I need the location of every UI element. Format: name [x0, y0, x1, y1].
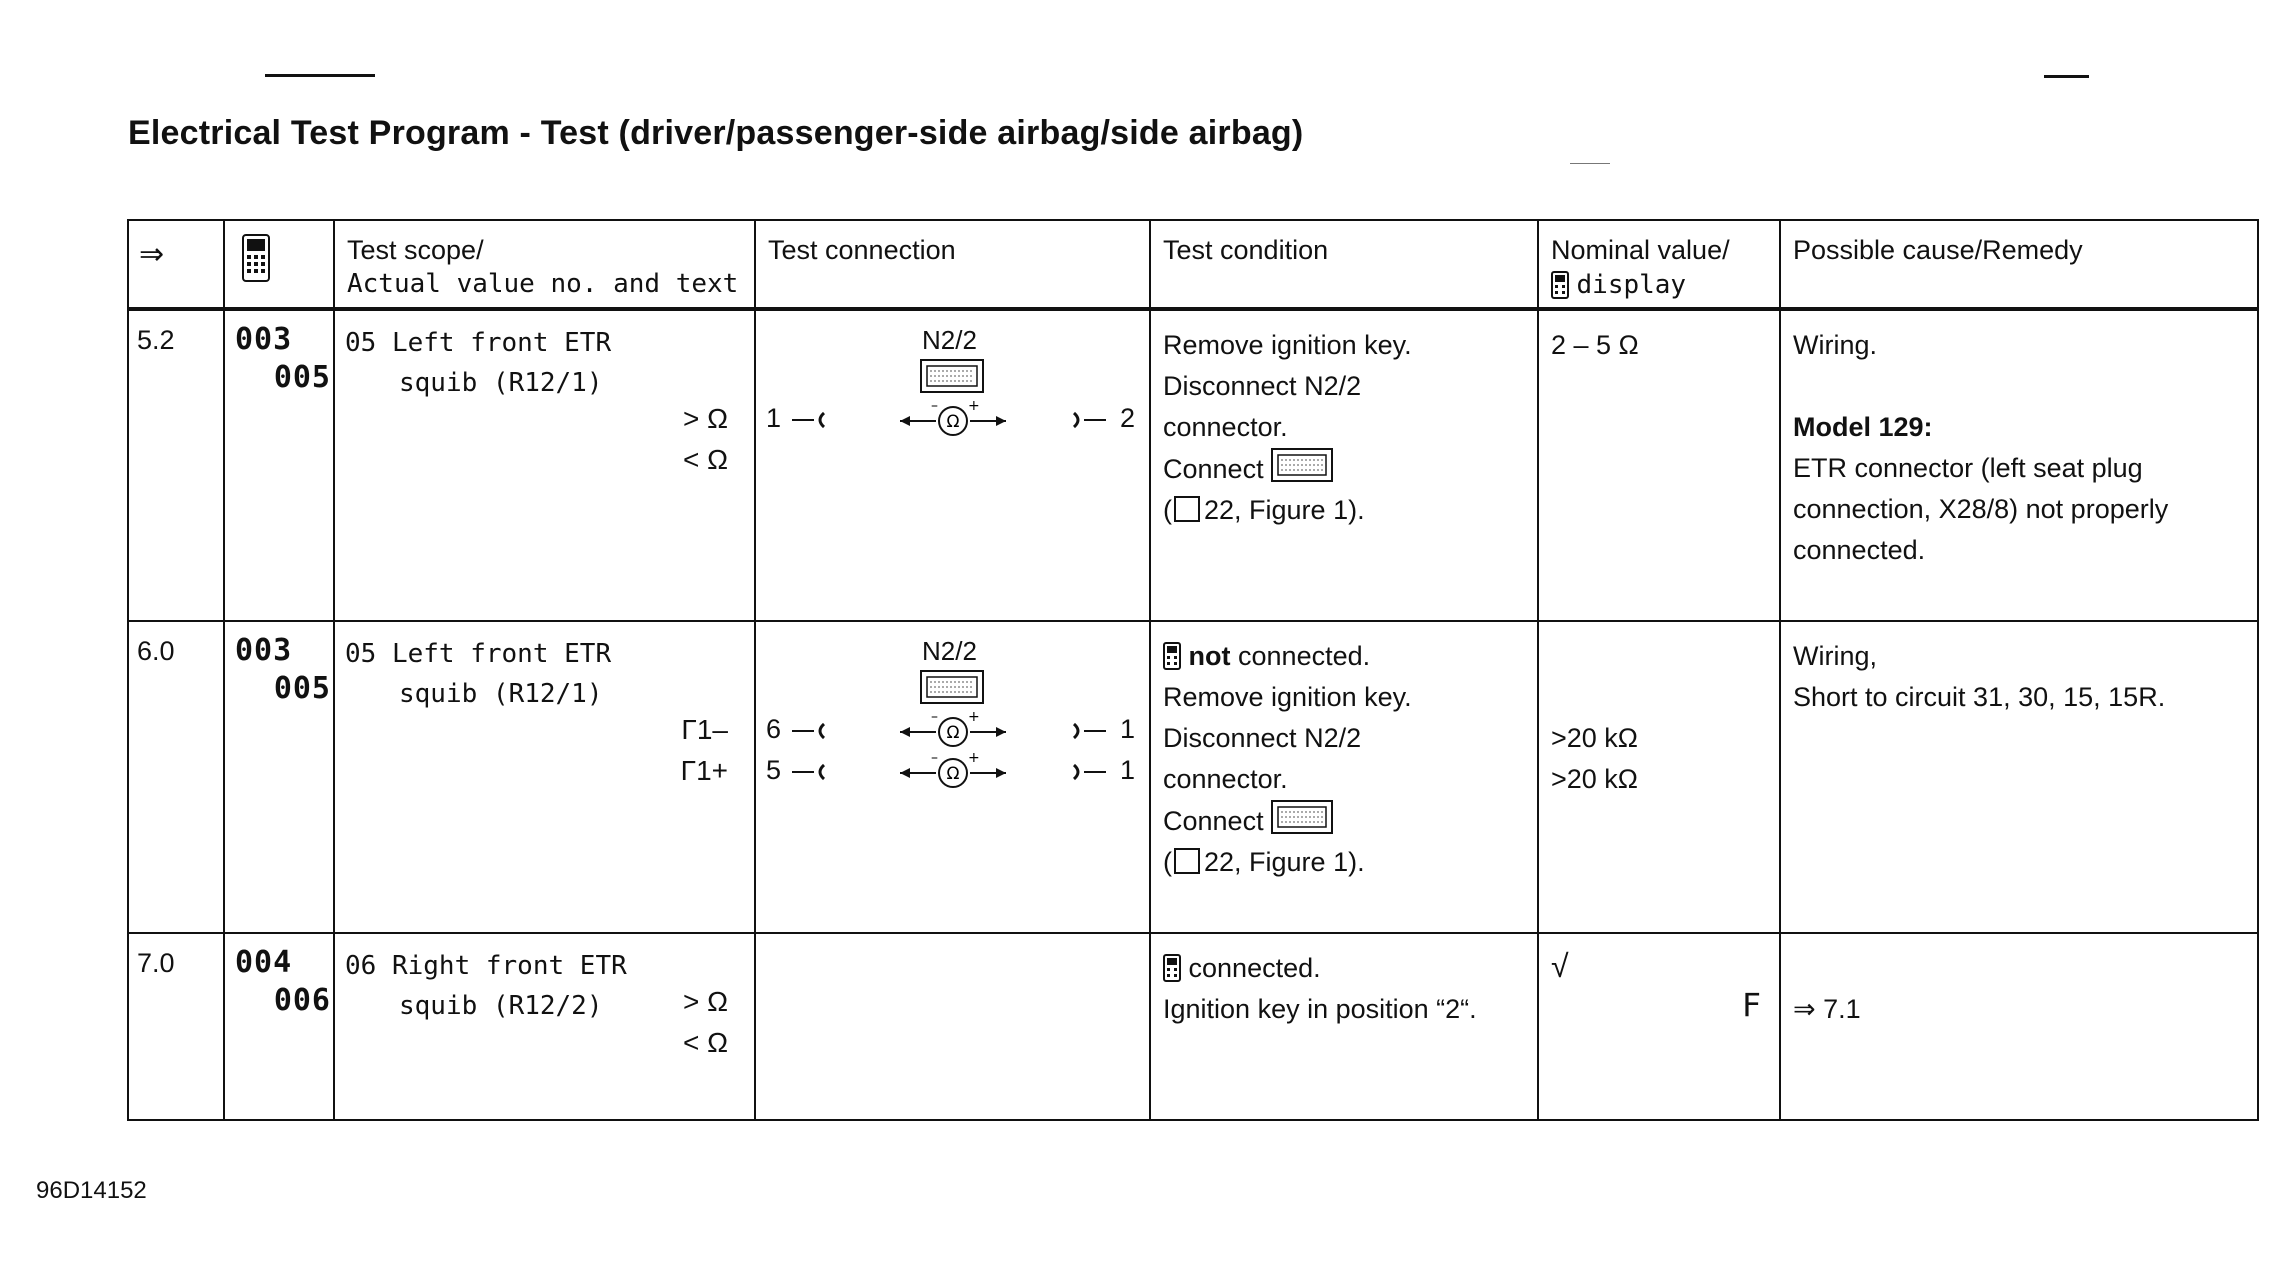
remedy-line: ⇒ 7.1 — [1793, 994, 1861, 1024]
condition-text: Connect — [1163, 806, 1264, 836]
header-condition-cell — [1150, 220, 1538, 309]
header-arrow-cell — [128, 220, 224, 309]
scope-line1: 06 Right front ETR — [345, 951, 627, 981]
header-condition: Test condition — [1163, 235, 1329, 265]
remedy-cell — [1780, 621, 2258, 933]
step-cell — [128, 309, 224, 621]
condition-line — [1163, 448, 1527, 490]
condition-line: connector. — [1163, 412, 1288, 442]
condition-line: Disconnect N2/2 — [1163, 371, 1362, 401]
ohmmeter-icon — [898, 712, 1008, 752]
scope-line1: 05 Left front ETR — [345, 639, 612, 669]
handheld-tester-icon — [1163, 954, 1181, 982]
connector-pin-symbol: Γ1+ — [680, 755, 728, 786]
pin-left: 5 — [766, 755, 782, 785]
lead-right-icon — [1068, 721, 1108, 741]
svg-text:–: – — [931, 712, 938, 725]
lead-left-icon — [790, 762, 830, 782]
code-primary: 003 — [235, 322, 293, 357]
svg-text:Ω: Ω — [946, 412, 960, 432]
nominal-value: >20 kΩ — [1551, 723, 1638, 753]
condition-line: Ignition key in position “2“. — [1163, 994, 1477, 1024]
svg-text:–: – — [931, 401, 938, 414]
ohmmeter-icon — [898, 753, 1008, 793]
connector-box-icon — [1271, 800, 1333, 834]
condition-text: 22, Figure 1). — [1204, 495, 1365, 525]
header-nominal-line2: display — [1576, 270, 1687, 300]
connection-cell — [755, 933, 1150, 1120]
ohmmeter-icon — [898, 401, 1008, 441]
condition-line: connector. — [1163, 764, 1288, 794]
connector-box-icon — [1271, 448, 1333, 482]
condition-line: Remove ignition key. — [1163, 330, 1412, 360]
code-secondary: 006 — [273, 983, 331, 1018]
condition-line: Disconnect N2/2 — [1163, 723, 1362, 753]
svg-text:+: + — [968, 753, 980, 766]
connection-cell — [755, 309, 1150, 621]
scope-line2: squib (R12/2) — [399, 991, 603, 1021]
lead-left-icon — [790, 721, 830, 741]
step-cell — [128, 621, 224, 933]
nominal-cell — [1538, 309, 1780, 621]
pin-right: 1 — [1120, 755, 1136, 785]
connector-box-icon — [920, 359, 984, 393]
remedy-cell — [1780, 309, 2258, 621]
condition-text: connected. — [1238, 641, 1371, 671]
resistance-symbol: > Ω — [682, 986, 728, 1017]
header-row — [128, 220, 2258, 309]
connection-cell — [755, 621, 1150, 933]
condition-cell — [1150, 933, 1538, 1120]
reference-box-icon — [1174, 848, 1200, 874]
nominal-cell — [1538, 621, 1780, 933]
condition-line: ( 22, Figure 1). — [1163, 847, 1365, 877]
step-number: 6.0 — [137, 636, 175, 666]
check-mark: √ — [1551, 948, 1569, 984]
resistance-symbol: > Ω — [682, 403, 728, 434]
header-scope-cell — [334, 220, 755, 309]
scope-line1: 05 Left front ETR — [345, 328, 612, 358]
scope-line2: squib (R12/1) — [399, 368, 603, 398]
code-primary: 003 — [235, 633, 293, 668]
connector-label: N2/2 — [922, 636, 977, 666]
display-f: F — [1741, 986, 1761, 1024]
svg-text:–: – — [931, 753, 938, 766]
codes-cell — [224, 309, 334, 621]
svg-text:Ω: Ω — [946, 723, 960, 743]
pin-right: 1 — [1120, 714, 1136, 744]
header-scope-line1: Test scope/ — [347, 235, 484, 265]
condition-line: ( 22, Figure 1). — [1163, 495, 1365, 525]
condition-line — [1163, 800, 1527, 842]
step-cell — [128, 933, 224, 1120]
code-secondary: 005 — [273, 360, 331, 395]
connector-pin-symbol: Γ1– — [681, 714, 728, 745]
connector-box-icon — [920, 670, 984, 704]
condition-text: 22, Figure 1). — [1204, 847, 1365, 877]
svg-text:+: + — [968, 712, 980, 725]
arrow-symbol: ⇒ — [139, 238, 165, 271]
nominal-value: 2 – 5 Ω — [1551, 330, 1639, 360]
top-rule-right — [2044, 75, 2089, 78]
scope-cell — [334, 933, 755, 1120]
step-number: 5.2 — [137, 325, 175, 355]
remedy-cell — [1780, 933, 2258, 1120]
condition-line — [1163, 636, 1527, 677]
scope-line2: squib (R12/1) — [399, 679, 603, 709]
header-remedy: Possible cause/Remedy — [1793, 235, 2083, 265]
header-scope-line2: Actual value no. and text — [347, 269, 739, 299]
nominal-cell — [1538, 933, 1780, 1120]
resistance-symbol: < Ω — [682, 444, 728, 475]
codes-cell — [224, 933, 334, 1120]
svg-text:+: + — [968, 401, 980, 414]
header-connection: Test connection — [768, 235, 956, 265]
header-nominal-line1: Nominal value/ — [1551, 235, 1730, 265]
remedy-line: connection, X28/8) not properly — [1793, 494, 2169, 524]
document-id: 96D14152 — [36, 1177, 147, 1204]
lead-left-icon — [790, 410, 830, 430]
resistance-symbol: < Ω — [682, 1027, 728, 1058]
condition-emphasis: not — [1188, 641, 1231, 671]
table-row — [128, 933, 2258, 1120]
remedy-line: connected. — [1793, 535, 1926, 565]
condition-line: Remove ignition key. — [1163, 682, 1412, 712]
condition-line — [1163, 948, 1527, 989]
handheld-tester-icon — [1163, 642, 1181, 670]
scope-cell — [334, 309, 755, 621]
pin-left: 6 — [766, 714, 782, 744]
header-remedy-cell — [1780, 220, 2258, 309]
page-title: Electrical Test Program - Test (driver/passenger-side airbag/side airbag) — [128, 114, 1304, 152]
connector-label: N2/2 — [922, 325, 977, 355]
svg-text:Ω: Ω — [946, 764, 960, 784]
codes-cell — [224, 621, 334, 933]
pin-left: 1 — [766, 403, 782, 433]
lead-right-icon — [1068, 410, 1108, 430]
remedy-model: Model 129: — [1793, 412, 1933, 442]
condition-text: connected. — [1188, 953, 1321, 983]
header-nominal-cell — [1538, 220, 1780, 309]
code-primary: 004 — [235, 945, 293, 980]
handheld-tester-icon — [1551, 271, 1569, 299]
handheld-tester-icon — [241, 233, 271, 283]
table-row — [128, 621, 2258, 933]
top-rule-left — [265, 74, 375, 77]
table-row — [128, 309, 2258, 621]
code-secondary: 005 — [273, 671, 331, 706]
faint-rule — [1570, 163, 1610, 164]
scope-cell — [334, 621, 755, 933]
lead-right-icon — [1068, 762, 1108, 782]
condition-text: Connect — [1163, 454, 1264, 484]
condition-cell — [1150, 621, 1538, 933]
header-tester-cell — [224, 220, 334, 309]
remedy-line: Wiring. — [1793, 330, 1878, 360]
reference-box-icon — [1174, 496, 1200, 522]
pin-right: 2 — [1120, 403, 1136, 433]
step-number: 7.0 — [137, 948, 175, 978]
remedy-line: Short to circuit 31, 30, 15, 15R. — [1793, 682, 2166, 712]
nominal-value: >20 kΩ — [1551, 764, 1638, 794]
remedy-line: ETR connector (left seat plug — [1793, 453, 2143, 483]
remedy-line: Wiring, — [1793, 641, 1878, 671]
condition-cell — [1150, 309, 1538, 621]
header-connection-cell — [755, 220, 1150, 309]
test-table — [127, 219, 2259, 1121]
